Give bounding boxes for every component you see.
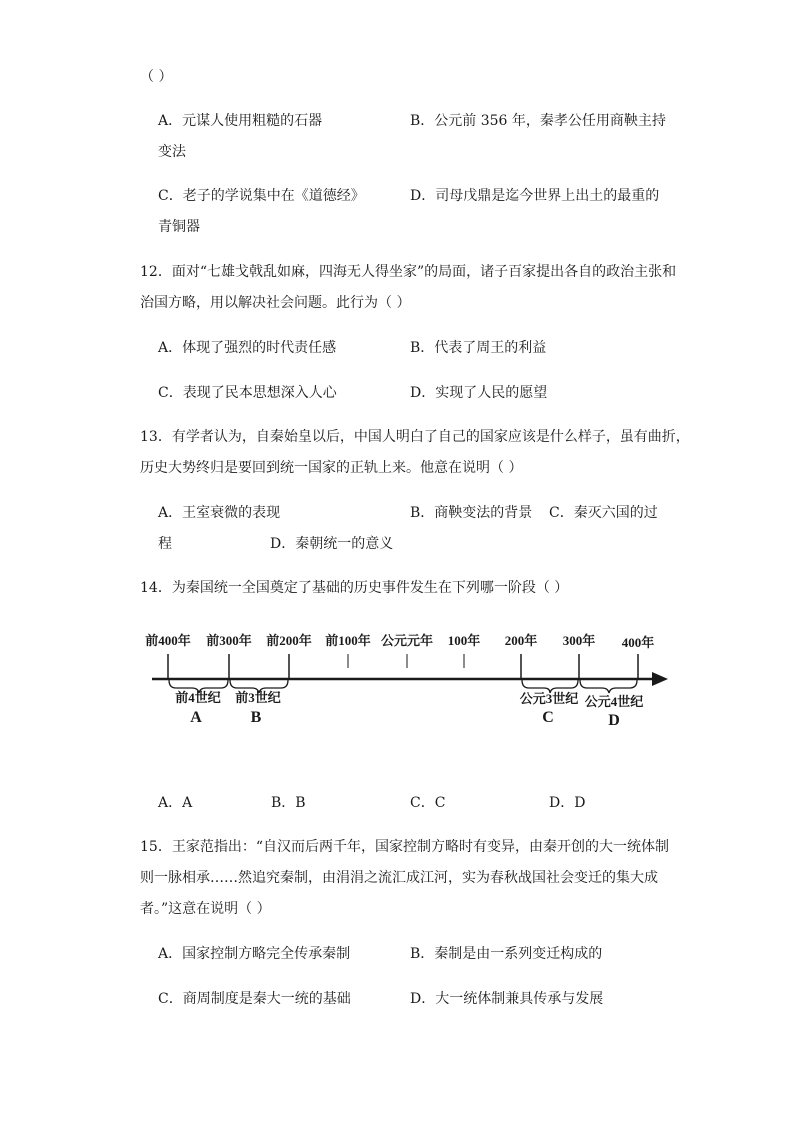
q13-option-d: D．秦朝统一的意义 xyxy=(270,536,394,552)
q12-stem-line1: 12．面对“七雄戈戟乱如麻，四海无人得坐家”的局面，诸子百家提出各自的政治主张和 xyxy=(140,264,677,280)
q11-option-a: A．元谋人使用粗糙的石器 xyxy=(158,113,323,129)
timeline-segment-label: 公元4世纪 xyxy=(584,694,644,709)
timeline-segment-label: 前4世纪 xyxy=(175,690,221,705)
timeline-segment-label: 公元3世纪 xyxy=(519,691,579,706)
q14-option-a: A．A xyxy=(158,795,193,811)
timeline-tick-label: 100年 xyxy=(447,633,481,648)
timeline-tick-label: 前200年 xyxy=(266,633,312,648)
q14-option-d: D．D xyxy=(549,795,586,811)
timeline-brace-d xyxy=(580,680,637,693)
q12-option-c: C．表现了民本思想深入人心 xyxy=(158,385,337,401)
q15-option-d: D．大一统体制兼具传承与发展 xyxy=(410,991,604,1007)
timeline-tick-label: 前300年 xyxy=(206,633,252,648)
q11-option-b: B．公元前 356 年，秦孝公任用商鞅主持 xyxy=(410,113,666,129)
q12-option-a: A．体现了强烈的时代责任感 xyxy=(158,340,337,356)
q14-option-b: B．B xyxy=(271,795,306,811)
timeline-tick-label: 公元元年 xyxy=(380,633,434,648)
timeline-tick-label: 300年 xyxy=(562,633,596,648)
q11-option-c: C．老子的学说集中在《道德经》 xyxy=(158,188,365,204)
timeline-segment-letter: C xyxy=(542,709,554,726)
q14-option-c: C．C xyxy=(410,795,446,811)
q13-stem-line1: 13．有学者认为，自秦始皇以后，中国人明白了自己的国家应该是什么样子，虽有曲折， xyxy=(140,429,690,445)
q13-option-c: C．秦灭六国的过 xyxy=(549,505,658,521)
q11-option-d-continued: 青铜器 xyxy=(158,219,200,235)
q15-option-a: A．国家控制方略完全传承秦制 xyxy=(158,946,351,962)
q12-stem-line2: 治国方略，用以解决社会问题。此行为（ ） xyxy=(140,295,411,311)
q12-option-d: D．实现了人民的愿望 xyxy=(410,385,548,401)
q13-option-b: B．商鞅变法的背景 xyxy=(410,505,533,521)
timeline-tick-label: 前400年 xyxy=(145,633,191,648)
timeline-segment-letter: D xyxy=(608,712,620,729)
q11-answer-paren: （ ） xyxy=(140,69,173,85)
q11-option-d: D．司母戊鼎是迄今世界上出土的最重的 xyxy=(410,188,660,204)
q15-option-c: C．商周制度是秦大一统的基础 xyxy=(158,991,351,1007)
q15-stem-line1: 15．王家范指出：“自汉而后两千年，国家控制方略时有变异，由秦开创的大一统体制 xyxy=(140,839,669,855)
q12-option-b: B．代表了周王的利益 xyxy=(410,340,547,356)
timeline-tick-label: 前100年 xyxy=(325,633,371,648)
timeline-segment-label: 前3世纪 xyxy=(235,690,281,705)
q11-option-b-continued: 变法 xyxy=(158,144,186,160)
q15-option-b: B．秦制是由一系列变迁构成的 xyxy=(410,946,603,962)
q13-option-c-continued: 程 xyxy=(158,536,172,552)
timeline-tick-label: 200年 xyxy=(504,633,538,648)
q13-stem-line2: 历史大势终归是要回到统一国家的正轨上来。他意在说明（ ） xyxy=(140,460,523,476)
timeline-segment-letter: B xyxy=(250,709,262,726)
timeline-arrow-head xyxy=(652,672,668,686)
timeline-tick-label: 400年 xyxy=(621,635,655,650)
q15-stem-line3: 者。”这意在说明（ ） xyxy=(140,901,271,917)
q15-stem-line2: 则一脉相承……然追究秦制，由涓涓之流汇成江河，实为春秋战国社会变迁的集大成 xyxy=(140,870,658,886)
q14-stem: 14．为秦国统一全国奠定了基础的历史事件发生在下列哪一阶段（ ） xyxy=(140,580,569,596)
timeline-segment-letter: A xyxy=(190,709,202,726)
q13-option-a: A．王室衰微的表现 xyxy=(158,505,281,521)
